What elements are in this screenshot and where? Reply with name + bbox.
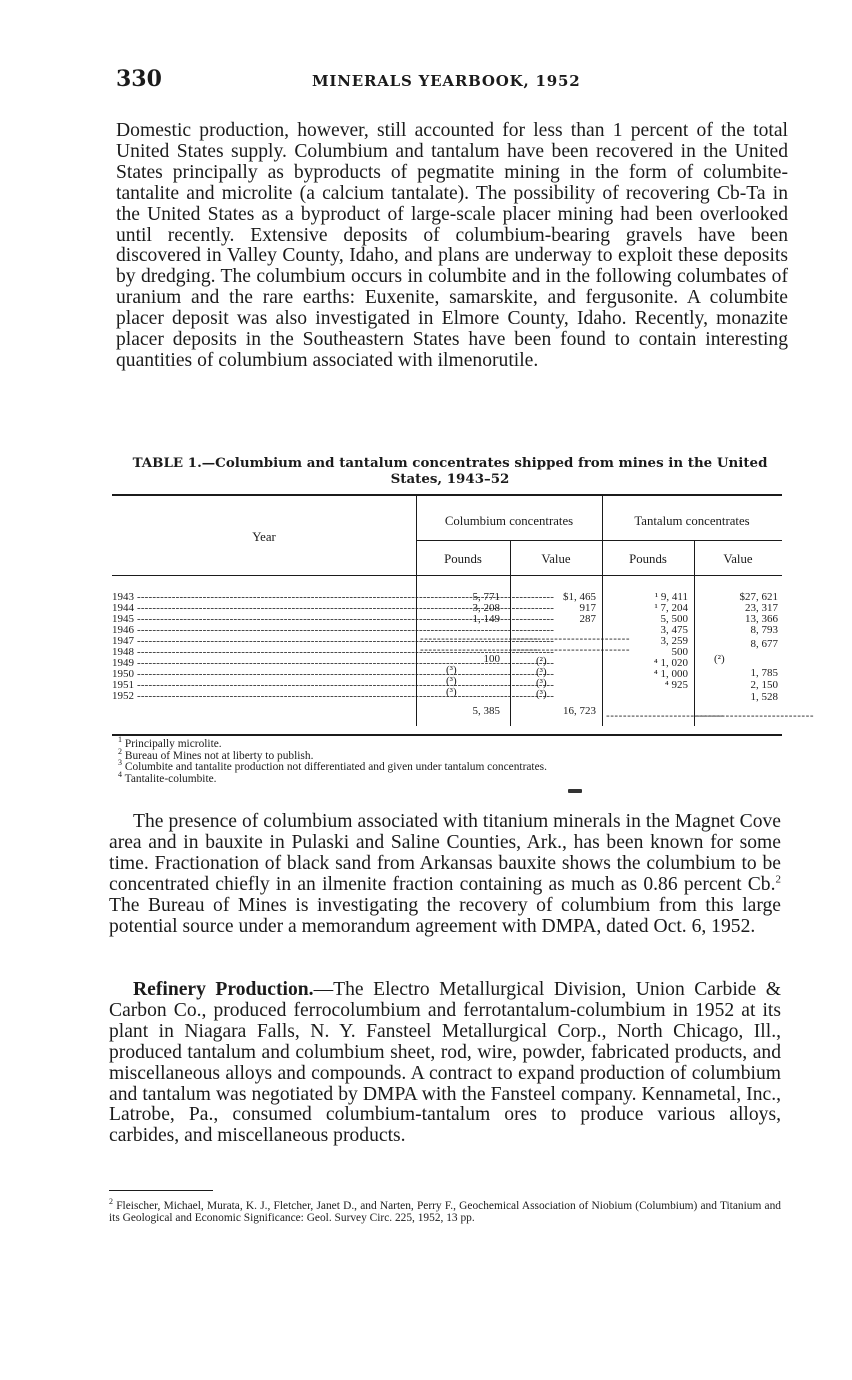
cell-dash: ---------------------------- <box>420 643 539 656</box>
cell-ta-value: 23, 317 <box>745 602 778 614</box>
row-year: 1949 ----- <box>112 658 414 669</box>
header-cb-value: Value <box>541 552 571 566</box>
table-bottom-rule <box>112 734 782 736</box>
cell-cb-pounds: 1, 149 <box>472 613 500 625</box>
paragraph-magnet-cove <box>109 812 781 937</box>
row-year: 1944 ----- <box>112 603 414 614</box>
footnote-reference: 2 <box>775 873 781 886</box>
header-ta-pounds: Pounds <box>629 552 667 566</box>
cell-ta-value: 1, 785 <box>750 667 778 679</box>
cell-cb-value: 917 <box>579 602 596 614</box>
cell-ta-pounds: ¹ 7, 204 <box>654 602 688 614</box>
cell-cb-value: (³) <box>536 666 547 678</box>
cell-cb-value: 16, 723 <box>563 705 596 717</box>
footnote-mark: 2 <box>118 746 122 756</box>
table-top-rule <box>112 494 782 496</box>
cell-ta-value: 1, 528 <box>750 691 778 703</box>
cell-ta-pounds: 3, 259 <box>660 635 688 647</box>
cell-cb-value: 287 <box>579 613 596 625</box>
table-footnotes <box>118 735 778 785</box>
footnote-text: Fleischer, Michael, Murata, K. J., Fletcher, Janet D., and Narten, Perry F., Geochemical Association of Niobium (Columbium) and Titanium and its Geological and Economic Significance: Geol. Survey Circ. 225, 1952, 13 pp. <box>109 1200 781 1225</box>
cell-cb-value: $1, 465 <box>563 591 596 603</box>
cell-ta-value: (²) <box>714 653 725 665</box>
table-divider <box>694 540 695 726</box>
footnote-mark: 1 <box>118 735 122 745</box>
cell-dash: ---------------------------- <box>512 632 631 645</box>
cell-ta-value: 2, 150 <box>750 679 778 691</box>
footnote-mark: 3 <box>118 758 122 768</box>
cell-cb-pounds: (³) <box>446 675 457 687</box>
cell-ta-pounds: ⁴ 1, 000 <box>653 668 688 680</box>
header-columbium-concentrates: Columbium concentrates <box>444 514 574 528</box>
row-year: 1943 ----- <box>112 592 414 603</box>
paragraph-refinery-production <box>109 980 781 1147</box>
cell-ta-value: 8, 793 <box>750 624 778 636</box>
cell-dash: ---------------------------- <box>606 709 725 722</box>
cell-cb-pounds: 5, 771 <box>472 591 500 603</box>
cell-ta-pounds: 5, 500 <box>660 613 688 625</box>
footnote-text: Principally microlite. <box>124 738 222 750</box>
cell-ta-pounds: ⁴ 925 <box>664 679 688 691</box>
header-tantalum-concentrates: Tantalum concentrates <box>634 514 750 528</box>
cell-cb-value: (²) <box>536 655 547 667</box>
paragraph-domestic-production: Domestic production, however, still accounted for less than 1 percent of the total United States supply. Columbium and tantalum have been recovered in the United States principally as byproducts of pegmatite mining in the form of columbite-tantalite and microlite (a calcium tantalate). The possibility of recovering Cb-Ta in the United States as a byproduct of large-scale placer mining had been overlooked until recently. Extensive deposits of columbium-bearing gravels have been discovered in Valley County, Idaho, and plans are underway to exploit these deposits by dredging. The columbium occurs in columbite and in the following columbates of uranium and the rare earths: Euxenite, samarskite, and fergusonite. A columbite placer deposit was also investigated in Elmore County, Idaho. Recently, monazite placer deposits in the Southeastern States have been found to contain interesting quantities of columbium associated with ilmenorutile. <box>116 120 788 371</box>
table-footnote <box>118 769 778 786</box>
cell-ta-pounds: 500 <box>671 646 688 658</box>
page-footnote <box>109 1197 781 1225</box>
paragraph-text: The presence of columbium associated with titanium minerals in the Magnet Cove area and in bauxite in Pulaski and Saline Counties, Ark., has been known for some time. Fractionation of black sand from Arkansas bauxite shows the columbium to be concentrated chiefly in an ilmenite fraction containing as much as 0.86 percent Cb. <box>109 811 781 895</box>
cell-cb-pounds: (³) <box>446 664 457 676</box>
table-subheader-rule <box>416 540 782 541</box>
cell-cb-pounds: 100 <box>483 653 500 665</box>
page-number: 330 <box>116 66 162 92</box>
footnote-mark: 2 <box>109 1197 113 1207</box>
cell-ta-pounds: ¹ 9, 411 <box>654 591 688 603</box>
table-caption: TABLE 1.—Columbium and tantalum concentrates shipped from mines in the United States, 1943–52 <box>132 455 768 487</box>
footnote-text: Bureau of Mines not at liberty to publish. <box>124 749 314 762</box>
footnote-rule <box>109 1190 213 1191</box>
cell-ta-pounds: 3, 475 <box>660 624 688 636</box>
page-header <box>116 66 786 96</box>
row-year: 1952 ----- <box>112 691 414 702</box>
header-year: Year <box>252 530 276 544</box>
table-footnote <box>118 758 778 774</box>
footnote-text: Tantalite-columbite. <box>124 772 217 785</box>
row-year: 1946 ----- <box>112 625 414 636</box>
row-year: 1951 ----- <box>112 680 414 691</box>
cell-ta-value: $27, 621 <box>739 591 778 603</box>
cell-dash: ---------------------------- <box>420 632 539 645</box>
running-title: MINERALS YEARBOOK, 1952 <box>312 72 581 90</box>
cell-cb-pounds: 3, 208 <box>472 602 500 614</box>
row-year: 1948 ----- <box>112 647 414 658</box>
cell-cb-value: (³) <box>536 677 547 689</box>
header-ta-value: Value <box>723 552 753 566</box>
table-header-rule <box>112 575 782 576</box>
cell-ta-pounds: ⁴ 1, 020 <box>653 657 688 669</box>
cell-cb-value: (³) <box>536 688 547 700</box>
cell-dash: ---------------------------- <box>512 643 631 656</box>
cell-ta-value: 13, 366 <box>745 613 778 625</box>
paragraph-text: The Bureau of Mines is investigating the recovery of columbium from this large potential source under a memorandum agreement with DMPA, dated Oct. 6, 1952. <box>109 894 781 937</box>
cell-cb-pounds: (³) <box>446 686 457 698</box>
cell-cb-pounds: 5, 385 <box>472 705 500 717</box>
row-year: 1945 ----- <box>112 614 414 625</box>
row-year: 1947 ----- <box>112 636 414 647</box>
footnote-text: Columbite and tantalite production not differentiated and given under tantalum concentrates. <box>124 761 547 773</box>
header-cb-pounds: Pounds <box>444 552 482 566</box>
cell-ta-value: 8, 677 <box>750 638 778 650</box>
section-runin-heading: Refinery Production. <box>133 979 314 1000</box>
paragraph-text: —The Electro Metallurgical Division, Union Carbide & Carbon Co., produced ferrocolumbium and ferrotantalum-columbium in 1952 at its plant in Niagara Falls, N. Y. Fansteel Metallurgical Corp., North Chicago, Ill., produced tantalum and columbium sheet, rod, wire, powder, fabricated products, and miscellaneous alloys and compounds. A contract to expand production of columbium and tantalum was negotiated by DMPA with the Fansteel company. Kennametal, Inc., Latrobe, Pa., consumed columbium-tantalum ores to produce various alloys, carbides, and miscellaneous products. <box>109 979 781 1147</box>
ink-smudge <box>568 789 582 793</box>
cell-dash: ---------------------------- <box>696 709 815 722</box>
row-year: 1950 ----- <box>112 669 414 680</box>
footnote-mark: 4 <box>118 769 122 779</box>
data-table <box>112 494 815 738</box>
